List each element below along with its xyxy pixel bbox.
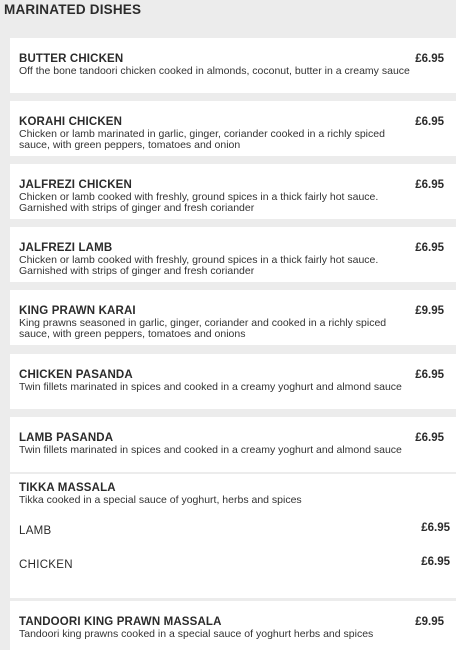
dish-description: Tandoori king prawns cooked in a special sauce of yoghurt herbs and spices <box>19 628 374 640</box>
dish-name: TANDOORI KING PRAWN MASSALA <box>19 616 222 628</box>
dish-row <box>19 368 450 393</box>
dish-description: Chicken or lamb marinated in garlic, ginger, coriander cooked in a richly spiced sauce, with green peppers, tomatoes and onion <box>19 128 385 151</box>
dish-name: CHICKEN PASANDA <box>19 369 133 381</box>
dish-name: BUTTER CHICKEN <box>19 53 124 65</box>
dish-card-chicken-pasanda[interactable] <box>10 354 456 409</box>
dish-description: King prawns seasoned in garlic, ginger, coriander and cooked in a richly spiced sauce, with green peppers, tomatoes and onions <box>19 317 387 340</box>
dish-row <box>19 241 450 277</box>
dish-card-jalfrezi-chicken[interactable] <box>10 164 456 219</box>
dish-description: Tikka cooked in a special sauce of yoghurt, herbs and spices <box>19 494 302 506</box>
dish-row <box>19 115 450 151</box>
dish-price: £6.95 <box>415 242 444 254</box>
dish-description: Off the bone tandoori chicken cooked in almonds, coconut, butter in a creamy sauce <box>19 65 410 77</box>
dish-card-tikka-massala[interactable] <box>10 474 456 598</box>
section-title: MARINATED DISHES <box>4 2 142 17</box>
option-label: CHICKEN <box>19 559 73 571</box>
dish-price: £6.95 <box>415 53 444 65</box>
dish-card-korahi-chicken[interactable] <box>10 101 456 156</box>
dish-price: £9.95 <box>415 305 444 317</box>
dish-name: KING PRAWN KARAI <box>19 305 136 317</box>
dish-card-tandoori-king-prawn-massala[interactable] <box>10 601 456 650</box>
dish-name: JALFREZI LAMB <box>19 242 113 254</box>
dish-name: LAMB PASANDA <box>19 432 114 444</box>
dish-price: £6.95 <box>415 179 444 191</box>
dish-row <box>19 615 450 640</box>
dish-row <box>19 481 450 506</box>
option-row-chicken[interactable] <box>19 555 450 569</box>
dish-card-butter-chicken[interactable] <box>10 38 456 93</box>
dish-price: £9.95 <box>415 616 444 628</box>
dish-card-king-prawn-karai[interactable] <box>10 290 456 345</box>
dish-row <box>19 304 450 340</box>
dish-name: JALFREZI CHICKEN <box>19 179 132 191</box>
option-price: £6.95 <box>421 556 450 568</box>
option-label: LAMB <box>19 525 52 537</box>
dish-price: £6.95 <box>415 369 444 381</box>
dish-name: TIKKA MASSALA <box>19 482 116 494</box>
dish-description: Twin fillets marinated in spices and cooked in a creamy yoghurt and almond sauce <box>19 381 402 393</box>
dish-card-lamb-pasanda[interactable] <box>10 417 456 472</box>
option-price: £6.95 <box>421 522 450 534</box>
dish-description: Chicken or lamb cooked with freshly, ground spices in a thick fairly hot sauce. Garnished with strips of ginger and fresh coriander <box>19 191 379 214</box>
dish-row <box>19 178 450 214</box>
dish-price: £6.95 <box>415 116 444 128</box>
option-row-lamb[interactable] <box>19 521 450 535</box>
dish-description: Chicken or lamb cooked with freshly, ground spices in a thick fairly hot sauce. Garnished with strips of ginger and fresh coriander <box>19 254 379 277</box>
dish-name: KORAHI CHICKEN <box>19 116 123 128</box>
dish-description: Twin fillets marinated in spices and cooked in a creamy yoghurt and almond sauce <box>19 444 402 456</box>
dish-row <box>19 52 450 77</box>
dish-card-jalfrezi-lamb[interactable] <box>10 227 456 282</box>
dish-price: £6.95 <box>415 432 444 444</box>
dish-row <box>19 431 450 456</box>
